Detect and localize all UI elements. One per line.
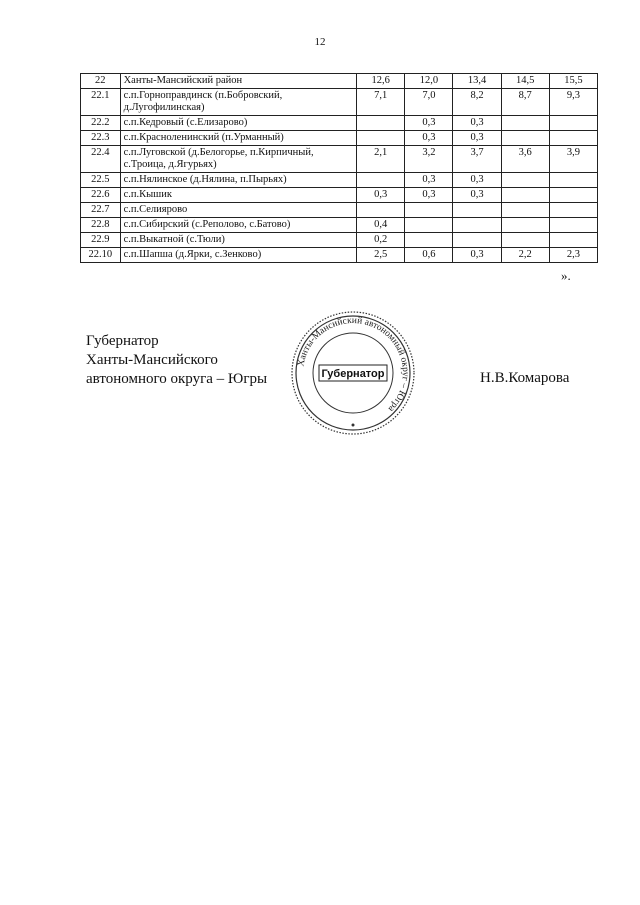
data-table <box>80 73 598 263</box>
signatory-title-line-2: Ханты-Мансийского <box>86 352 218 368</box>
value-cell <box>501 233 549 248</box>
value-cell: 15,5 <box>549 74 597 89</box>
table-row <box>81 203 598 218</box>
table-row <box>81 89 598 116</box>
value-cell <box>501 116 549 131</box>
row-number-cell: 22.3 <box>81 131 121 146</box>
table-row <box>81 218 598 233</box>
signatory-title <box>86 332 267 389</box>
table-row <box>81 74 598 89</box>
value-cell <box>357 203 405 218</box>
settlement-name-cell: с.п.Кедровый (с.Елизарово) <box>120 116 357 131</box>
settlement-name-cell: с.п.Выкатной (с.Тюли) <box>120 233 357 248</box>
row-number-cell: 22.1 <box>81 89 121 116</box>
value-cell: 14,5 <box>501 74 549 89</box>
value-cell: 0,6 <box>405 248 453 263</box>
governor-seal-stamp <box>290 310 416 436</box>
signatory-title-line-3: автономного округа – Югры <box>86 371 268 387</box>
settlement-name-cell: с.п.Сибирский (с.Реполово, с.Батово) <box>120 218 357 233</box>
value-cell <box>453 218 501 233</box>
table-row <box>81 248 598 263</box>
value-cell: 0,3 <box>453 116 501 131</box>
value-cell: 0,3 <box>453 188 501 203</box>
settlement-name-cell: с.п.Шапша (д.Ярки, с.Зенково) <box>120 248 357 263</box>
seal-center-text: Губернатор <box>321 368 385 380</box>
value-cell: 0,3 <box>405 188 453 203</box>
row-number-cell: 22.7 <box>81 203 121 218</box>
value-cell: 3,9 <box>549 146 597 173</box>
value-cell <box>405 203 453 218</box>
value-cell <box>501 218 549 233</box>
settlement-name-cell: с.п.Красноленинский (п.Урманный) <box>120 131 357 146</box>
table-row <box>81 233 598 248</box>
value-cell: 8,2 <box>453 89 501 116</box>
value-cell <box>549 233 597 248</box>
seal-ring-text: Ханты-Мансийский автономный округ – Югра <box>296 315 411 414</box>
value-cell: 2,1 <box>357 146 405 173</box>
value-cell <box>357 173 405 188</box>
signatory-name: Н.В.Комарова <box>480 370 570 386</box>
row-number-cell: 22.8 <box>81 218 121 233</box>
value-cell: 12,6 <box>357 74 405 89</box>
value-cell <box>501 203 549 218</box>
table-row <box>81 188 598 203</box>
table-row <box>81 131 598 146</box>
value-cell <box>501 188 549 203</box>
value-cell <box>549 173 597 188</box>
row-number-cell: 22.9 <box>81 233 121 248</box>
value-cell <box>501 131 549 146</box>
value-cell: 0,4 <box>357 218 405 233</box>
table-row <box>81 173 598 188</box>
value-cell: 0,3 <box>405 173 453 188</box>
value-cell: 0,2 <box>357 233 405 248</box>
settlement-name-cell: с.п.Кышик <box>120 188 357 203</box>
value-cell <box>357 116 405 131</box>
signatory-title-line-1: Губернатор <box>86 333 159 349</box>
row-number-cell: 22.10 <box>81 248 121 263</box>
closing-quote-mark: ». <box>561 268 571 283</box>
row-number-cell: 22.5 <box>81 173 121 188</box>
value-cell: 0,3 <box>357 188 405 203</box>
table-row <box>81 146 598 173</box>
value-cell: 0,3 <box>453 173 501 188</box>
value-cell: 2,2 <box>501 248 549 263</box>
value-cell <box>501 173 549 188</box>
value-cell: 3,7 <box>453 146 501 173</box>
seal-dot <box>352 424 355 427</box>
row-number-cell: 22.4 <box>81 146 121 173</box>
value-cell: 2,3 <box>549 248 597 263</box>
value-cell <box>405 233 453 248</box>
value-cell: 12,0 <box>405 74 453 89</box>
row-number-cell: 22.2 <box>81 116 121 131</box>
value-cell <box>549 203 597 218</box>
value-cell <box>549 131 597 146</box>
settlement-name-cell: с.п.Горноправдинск (п.Бобровский, д.Лугофилинская) <box>120 89 357 116</box>
value-cell <box>549 218 597 233</box>
page-number: 12 <box>314 36 326 48</box>
value-cell: 3,6 <box>501 146 549 173</box>
row-number-cell: 22.6 <box>81 188 121 203</box>
value-cell <box>357 131 405 146</box>
value-cell: 0,3 <box>405 116 453 131</box>
value-cell: 2,5 <box>357 248 405 263</box>
value-cell: 0,3 <box>405 131 453 146</box>
value-cell <box>549 188 597 203</box>
settlement-name-cell: с.п.Селиярово <box>120 203 357 218</box>
value-cell <box>549 116 597 131</box>
value-cell <box>453 203 501 218</box>
value-cell: 3,2 <box>405 146 453 173</box>
settlement-name-cell: Ханты-Мансийский район <box>120 74 357 89</box>
value-cell <box>405 218 453 233</box>
row-number-cell: 22 <box>81 74 121 89</box>
value-cell: 7,1 <box>357 89 405 116</box>
value-cell: 8,7 <box>501 89 549 116</box>
value-cell: 7,0 <box>405 89 453 116</box>
value-cell: 0,3 <box>453 131 501 146</box>
value-cell: 0,3 <box>453 248 501 263</box>
value-cell: 13,4 <box>453 74 501 89</box>
table-row <box>81 116 598 131</box>
settlement-name-cell: с.п.Нялинское (д.Нялина, п.Пырьях) <box>120 173 357 188</box>
value-cell: 9,3 <box>549 89 597 116</box>
value-cell <box>453 233 501 248</box>
settlement-name-cell: с.п.Луговской (д.Белогорье, п.Кирпичный, с.Троица, д.Ягурьях) <box>120 146 357 173</box>
